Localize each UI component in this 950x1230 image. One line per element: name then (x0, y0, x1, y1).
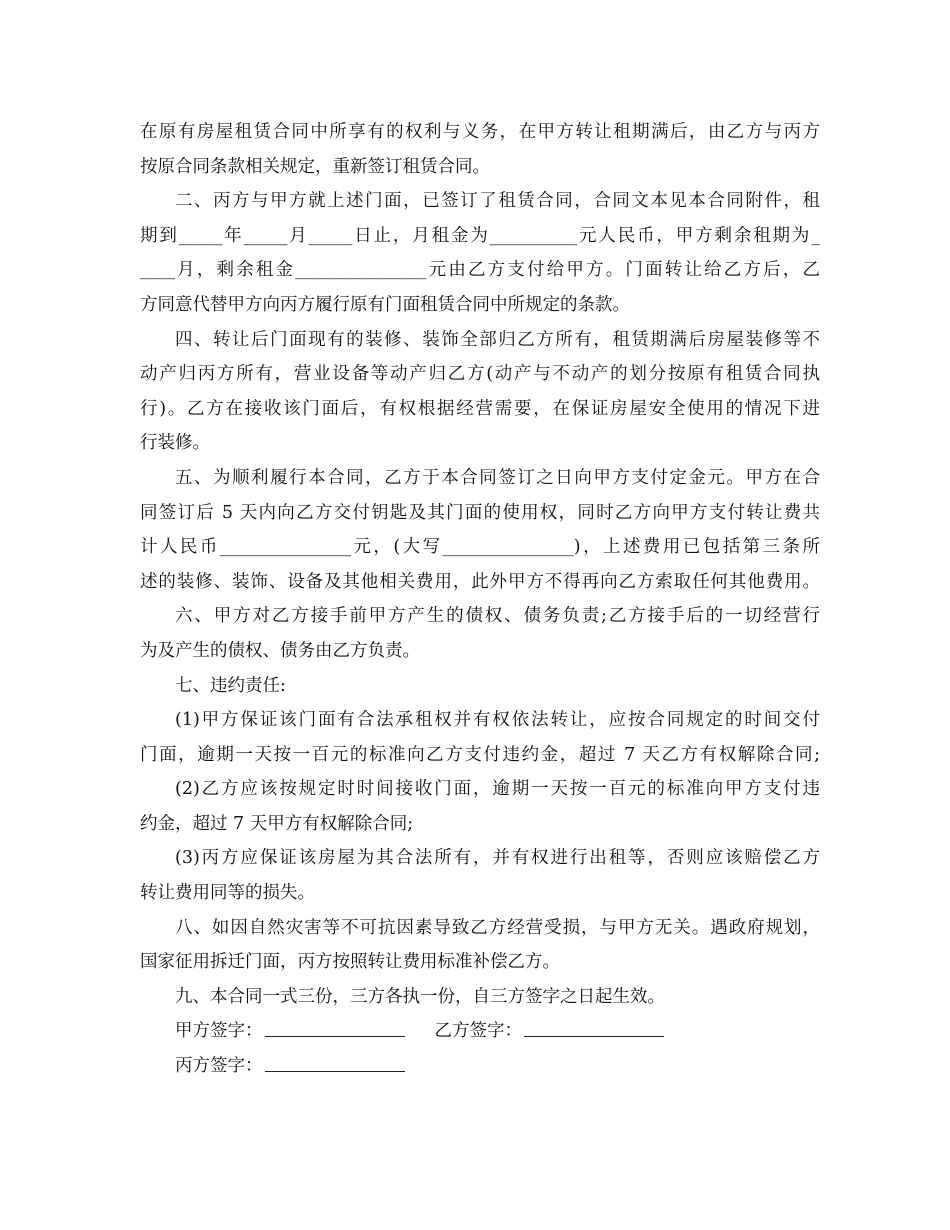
text-line-row (140, 738, 820, 773)
party-b-signature (435, 1014, 665, 1049)
text-line: 期到_____年_____月_____日止，月租金为__________元人民币，甲方剩余租期为_ (140, 225, 820, 246)
clause-2 (140, 184, 820, 219)
text-line-row (140, 150, 820, 185)
clause-9 (140, 980, 820, 1015)
text-line: 国家征用拆迁门面，丙方按照转让费用标准补偿乙方。 (140, 952, 560, 973)
clause-7-item-1 (140, 703, 820, 738)
text-line: 为及产生的债权、债务由乙方负责。 (140, 640, 420, 661)
signature-row-2 (140, 1049, 820, 1084)
text-line: 方同意代替甲方向丙方履行原有门面租赁合同中所规定的条款。 (140, 294, 630, 315)
text-line: (3)丙方应保证该房屋为其合法所有，并有权进行出租等，否则应该赔偿乙方 (175, 848, 820, 869)
text-line: 计人民币_______________元，(大写_______________)，上述费用已包括第三条所 (140, 537, 820, 558)
text-line-row (140, 253, 820, 288)
party-a-label: 甲方签字： (175, 1021, 263, 1042)
text-line-row (140, 288, 820, 323)
text-line: ____月，剩余租金_______________元由乙方支付给甲方。门面转让给乙方后，乙 (140, 260, 820, 281)
party-c-signature (175, 1049, 405, 1084)
party-c-signature-line[interactable] (265, 1049, 405, 1072)
party-a-signature (175, 1014, 405, 1049)
paragraph-continuation (140, 115, 820, 150)
party-b-label: 乙方签字： (434, 1021, 522, 1042)
text-line: 动产归丙方所有，营业设备等动产归乙方(动产与不动产的划分按原有租赁合同执 (140, 364, 820, 385)
text-line: 按原合同条款相关规定，重新签订租赁合同。 (140, 156, 490, 177)
party-c-label: 丙方签字： (175, 1056, 263, 1077)
text-line: (2)乙方应该按规定时时间接收门面，逾期一天按一百元的标准向甲方支付违 (175, 779, 820, 800)
text-line: 门面，逾期一天按一百元的标准向乙方支付违约金，超过 7 天乙方有权解除合同; (140, 744, 820, 765)
clause-4 (140, 323, 820, 358)
text-line-row (140, 530, 820, 565)
text-line: 同签订后 5 天内向乙方交付钥匙及其门面的使用权，同时乙方向甲方支付转让费共 (140, 502, 820, 523)
text-line: 九、本合同一式三份，三方各执一份，自三方签字之日起生效。 (175, 986, 665, 1007)
text-line: 八、如因自然灾害等不可抗因素导致乙方经营受损，与甲方无关。遇政府规划， (175, 917, 820, 938)
clause-7-heading (140, 669, 820, 704)
text-line: 转让费用同等的损失。 (140, 883, 315, 904)
text-line-row (140, 634, 820, 669)
text-line: 行)。乙方在接收该门面后，有权根据经营需要，在保证房屋安全使用的情况下进 (140, 398, 820, 419)
text-line-row (140, 357, 820, 392)
text-line: 七、违约责任: (175, 675, 286, 696)
party-b-signature-line[interactable] (524, 1014, 664, 1037)
text-line: (1)甲方保证该门面有合法承租权并有权依法转让，应按合同规定的时间交付 (175, 710, 820, 731)
clause-8 (140, 911, 820, 946)
text-line-row (140, 392, 820, 427)
text-line-row (140, 876, 820, 911)
text-line-row (140, 565, 820, 600)
text-line: 二、丙方与甲方就上述门面，已签订了租赁合同，合同文本见本合同附件，租 (175, 191, 820, 212)
contract-body (140, 115, 820, 1084)
clause-5 (140, 461, 820, 496)
clause-6 (140, 599, 820, 634)
text-line: 述的装修、装饰、设备及其他相关费用，此外甲方不得再向乙方索取任何其他费用。 (140, 571, 820, 592)
text-line-row (140, 496, 820, 531)
text-line-row (140, 219, 820, 254)
text-line: 五、为顺利履行本合同，乙方于本合同签订之日向甲方支付定金元。甲方在合 (175, 467, 820, 488)
signature-row-1 (140, 1014, 820, 1049)
text-line-row (140, 945, 820, 980)
clause-7-item-3 (140, 841, 820, 876)
clause-7-item-2 (140, 772, 820, 807)
text-line: 约金，超过 7 天甲方有权解除合同; (140, 813, 414, 834)
party-a-signature-line[interactable] (265, 1014, 405, 1037)
text-line: 四、转让后门面现有的装修、装饰全部归乙方所有，租赁期满后房屋装修等不 (175, 329, 820, 350)
text-line: 在原有房屋租赁合同中所享有的权利与义务，在甲方转让租期满后，由乙方与丙方 (140, 122, 820, 142)
text-line: 六、甲方对乙方接手前甲方产生的债权、债务负责;乙方接手后的一切经营行 (175, 606, 820, 627)
text-line-row (140, 426, 820, 461)
text-line-row (140, 807, 820, 842)
text-line: 行装修。 (140, 433, 210, 454)
